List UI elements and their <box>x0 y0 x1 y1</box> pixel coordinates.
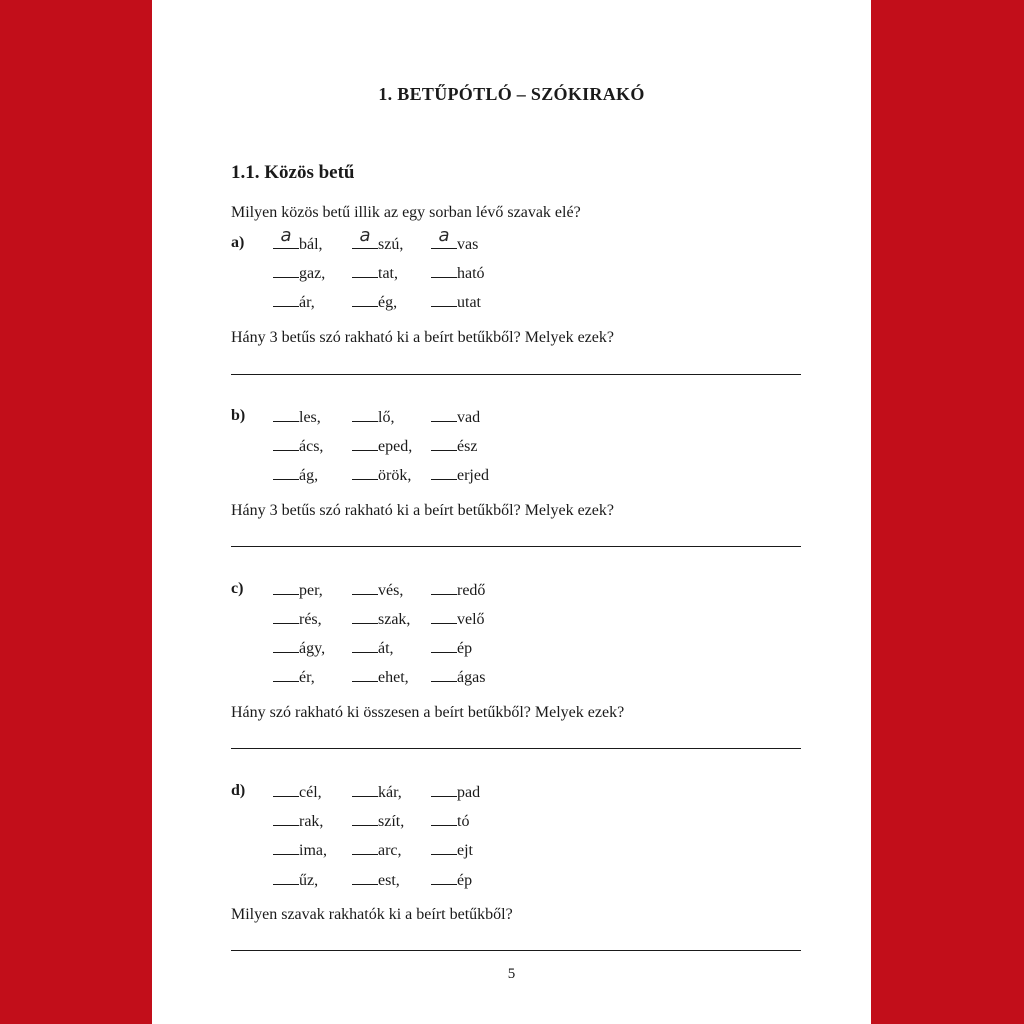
word-stem: gaz, <box>299 265 326 282</box>
word-item[interactable] <box>431 609 485 629</box>
letter-blank[interactable] <box>431 407 457 422</box>
handwritten-letter: a <box>359 225 371 246</box>
word-item[interactable] <box>273 870 318 890</box>
exercise-label-d: d) <box>231 782 246 799</box>
letter-blank[interactable] <box>431 840 457 855</box>
letter-blank[interactable] <box>273 811 299 826</box>
word-stem: vad <box>457 409 481 426</box>
word-stem: est, <box>378 872 400 889</box>
word-stem: ejt <box>457 842 473 859</box>
word-item[interactable] <box>273 667 315 687</box>
chapter-title: 1. BETŰPÓTLÓ – SZÓKIRAKÓ <box>378 84 645 104</box>
letter-blank[interactable] <box>273 638 299 653</box>
letter-blank[interactable] <box>352 870 378 885</box>
exercise-a-row-1 <box>152 225 871 254</box>
page-number: 5 <box>507 966 516 982</box>
exercise-b-row-3 <box>152 465 871 485</box>
word-item[interactable] <box>273 840 327 860</box>
word-item[interactable] <box>431 870 472 890</box>
letter-blank[interactable] <box>273 292 299 307</box>
word-item[interactable] <box>352 225 404 254</box>
letter-blank[interactable] <box>431 263 457 278</box>
exercise-b-row-2 <box>152 436 871 456</box>
word-item[interactable] <box>431 580 485 600</box>
word-item[interactable] <box>431 638 472 658</box>
word-item[interactable] <box>273 782 322 802</box>
exercise-c-row-2 <box>152 609 871 629</box>
word-item[interactable] <box>352 840 402 860</box>
word-item[interactable] <box>273 225 323 254</box>
letter-blank[interactable] <box>431 811 457 826</box>
exercise-b-row-1 <box>152 407 871 427</box>
answer-line-c[interactable] <box>231 748 801 749</box>
word-stem: ima, <box>299 842 327 859</box>
word-item[interactable] <box>352 407 394 427</box>
letter-blank[interactable] <box>352 811 378 826</box>
word-stem: ép <box>457 640 473 657</box>
word-item[interactable] <box>273 436 323 456</box>
exercise-d-row-4 <box>152 870 871 890</box>
letter-blank[interactable] <box>352 436 378 451</box>
letter-blank[interactable] <box>352 263 378 278</box>
word-stem: eped, <box>378 438 413 455</box>
word-stem: szú, <box>378 236 404 253</box>
answer-line-a[interactable] <box>231 374 801 375</box>
letter-blank[interactable] <box>273 580 299 595</box>
word-stem: pad <box>457 784 481 801</box>
word-item[interactable] <box>431 436 477 456</box>
question-a: Hány 3 betűs szó rakható ki a beírt betűkből? Melyek ezek? <box>231 329 614 346</box>
letter-blank[interactable] <box>352 580 378 595</box>
word-item[interactable] <box>273 407 321 427</box>
word-stem: velő <box>457 611 485 628</box>
word-stem: át, <box>378 640 394 657</box>
exercise-label-a: a) <box>231 234 245 251</box>
letter-blank[interactable] <box>352 840 378 855</box>
word-stem: arc, <box>378 842 402 859</box>
question-c: Hány szó rakható ki összesen a beírt betűkből? Melyek ezek? <box>231 704 625 721</box>
word-item[interactable] <box>352 436 412 456</box>
letter-blank[interactable] <box>352 667 378 682</box>
letter-blank[interactable] <box>273 225 299 249</box>
letter-blank[interactable] <box>431 465 457 480</box>
word-stem: lő, <box>378 409 395 426</box>
letter-blank[interactable] <box>431 667 457 682</box>
word-stem: tó <box>457 813 470 830</box>
word-item[interactable] <box>273 465 318 485</box>
word-item[interactable] <box>431 840 473 860</box>
word-stem: ép <box>457 872 473 889</box>
letter-blank[interactable] <box>352 407 378 422</box>
section-title: 1.1. Közös betű <box>231 162 355 183</box>
word-stem: ág, <box>299 467 319 484</box>
letter-blank[interactable] <box>273 263 299 278</box>
question-d: Milyen szavak rakhatók ki a beírt betűkből? <box>231 906 513 923</box>
workbook-page <box>152 0 871 1024</box>
letter-blank[interactable] <box>273 870 299 885</box>
word-stem: ács, <box>299 438 324 455</box>
word-item[interactable] <box>273 609 322 629</box>
word-stem: cél, <box>299 784 322 801</box>
word-stem: vés, <box>378 582 404 599</box>
word-item[interactable] <box>273 292 315 312</box>
word-item[interactable] <box>431 667 485 687</box>
word-stem: erjed <box>457 467 489 484</box>
letter-blank[interactable] <box>273 840 299 855</box>
word-stem: űz, <box>299 872 319 889</box>
word-item[interactable] <box>352 292 397 312</box>
exercise-c-row-3 <box>152 638 871 658</box>
exercise-label-b: b) <box>231 407 246 424</box>
letter-blank[interactable] <box>352 292 378 307</box>
question-b: Hány 3 betűs szó rakható ki a beírt betűkből? Melyek ezek? <box>231 502 614 519</box>
letter-blank[interactable] <box>431 292 457 307</box>
word-stem: ég, <box>378 294 398 311</box>
word-item[interactable] <box>273 263 325 283</box>
exercise-c-row-4 <box>152 667 871 687</box>
word-item[interactable] <box>431 263 485 283</box>
letter-blank[interactable] <box>273 782 299 797</box>
word-item[interactable] <box>352 811 404 831</box>
word-item[interactable] <box>352 263 398 283</box>
word-stem: örök, <box>378 467 412 484</box>
word-item[interactable] <box>431 225 479 254</box>
letter-blank[interactable] <box>273 667 299 682</box>
word-item[interactable] <box>352 870 400 890</box>
word-stem: bál, <box>299 236 323 253</box>
word-item[interactable] <box>431 811 469 831</box>
instruction-text: Milyen közös betű illik az egy sorban lévő szavak elé? <box>231 204 581 221</box>
word-stem: ágy, <box>299 640 326 657</box>
exercise-a-row-2 <box>152 263 871 283</box>
word-stem: szak, <box>378 611 411 628</box>
letter-blank[interactable] <box>352 609 378 624</box>
letter-blank[interactable] <box>273 407 299 422</box>
letter-blank[interactable] <box>273 609 299 624</box>
word-stem: ehet, <box>378 669 409 686</box>
answer-line-d[interactable] <box>231 950 801 951</box>
letter-blank[interactable] <box>431 225 457 249</box>
answer-line-b[interactable] <box>231 546 801 547</box>
exercise-d-row-1 <box>152 782 871 802</box>
exercise-c-row-1 <box>152 580 871 600</box>
word-item[interactable] <box>431 465 489 485</box>
word-stem: szít, <box>378 813 405 830</box>
letter-blank[interactable] <box>431 870 457 885</box>
exercise-label-c: c) <box>231 580 244 597</box>
word-stem: rak, <box>299 813 324 830</box>
handwritten-letter: a <box>280 225 292 246</box>
word-item[interactable] <box>352 609 410 629</box>
word-item[interactable] <box>431 407 480 427</box>
word-stem: rés, <box>299 611 322 628</box>
letter-blank[interactable] <box>352 638 378 653</box>
word-stem: redő <box>457 582 486 599</box>
letter-blank[interactable] <box>431 436 457 451</box>
word-stem: ágas <box>457 669 486 686</box>
letter-blank[interactable] <box>273 465 299 480</box>
exercise-a-row-3 <box>152 292 871 312</box>
exercise-d-row-3 <box>152 840 871 860</box>
word-item[interactable] <box>352 465 411 485</box>
word-item[interactable] <box>431 782 480 802</box>
letter-blank[interactable] <box>273 436 299 451</box>
letter-blank[interactable] <box>431 609 457 624</box>
letter-blank[interactable] <box>352 225 378 249</box>
letter-blank[interactable] <box>352 782 378 797</box>
letter-blank[interactable] <box>431 638 457 653</box>
word-stem: ér, <box>299 669 315 686</box>
word-stem: kár, <box>378 784 402 801</box>
word-item[interactable] <box>273 811 323 831</box>
letter-blank[interactable] <box>431 782 457 797</box>
word-stem: ható <box>457 265 485 282</box>
word-stem: per, <box>299 582 323 599</box>
word-stem: vas <box>457 236 479 253</box>
letter-blank[interactable] <box>431 580 457 595</box>
exercise-d-row-2 <box>152 811 871 831</box>
word-stem: ész <box>457 438 478 455</box>
word-item[interactable] <box>352 638 394 658</box>
word-item[interactable] <box>352 782 402 802</box>
word-stem: utat <box>457 294 481 311</box>
word-item[interactable] <box>352 580 403 600</box>
word-stem: les, <box>299 409 321 426</box>
word-stem: ár, <box>299 294 315 311</box>
handwritten-letter: a <box>438 225 450 246</box>
word-item[interactable] <box>273 580 323 600</box>
word-item[interactable] <box>352 667 409 687</box>
word-item[interactable] <box>431 292 481 312</box>
word-item[interactable] <box>273 638 325 658</box>
word-stem: tat, <box>378 265 398 282</box>
letter-blank[interactable] <box>352 465 378 480</box>
